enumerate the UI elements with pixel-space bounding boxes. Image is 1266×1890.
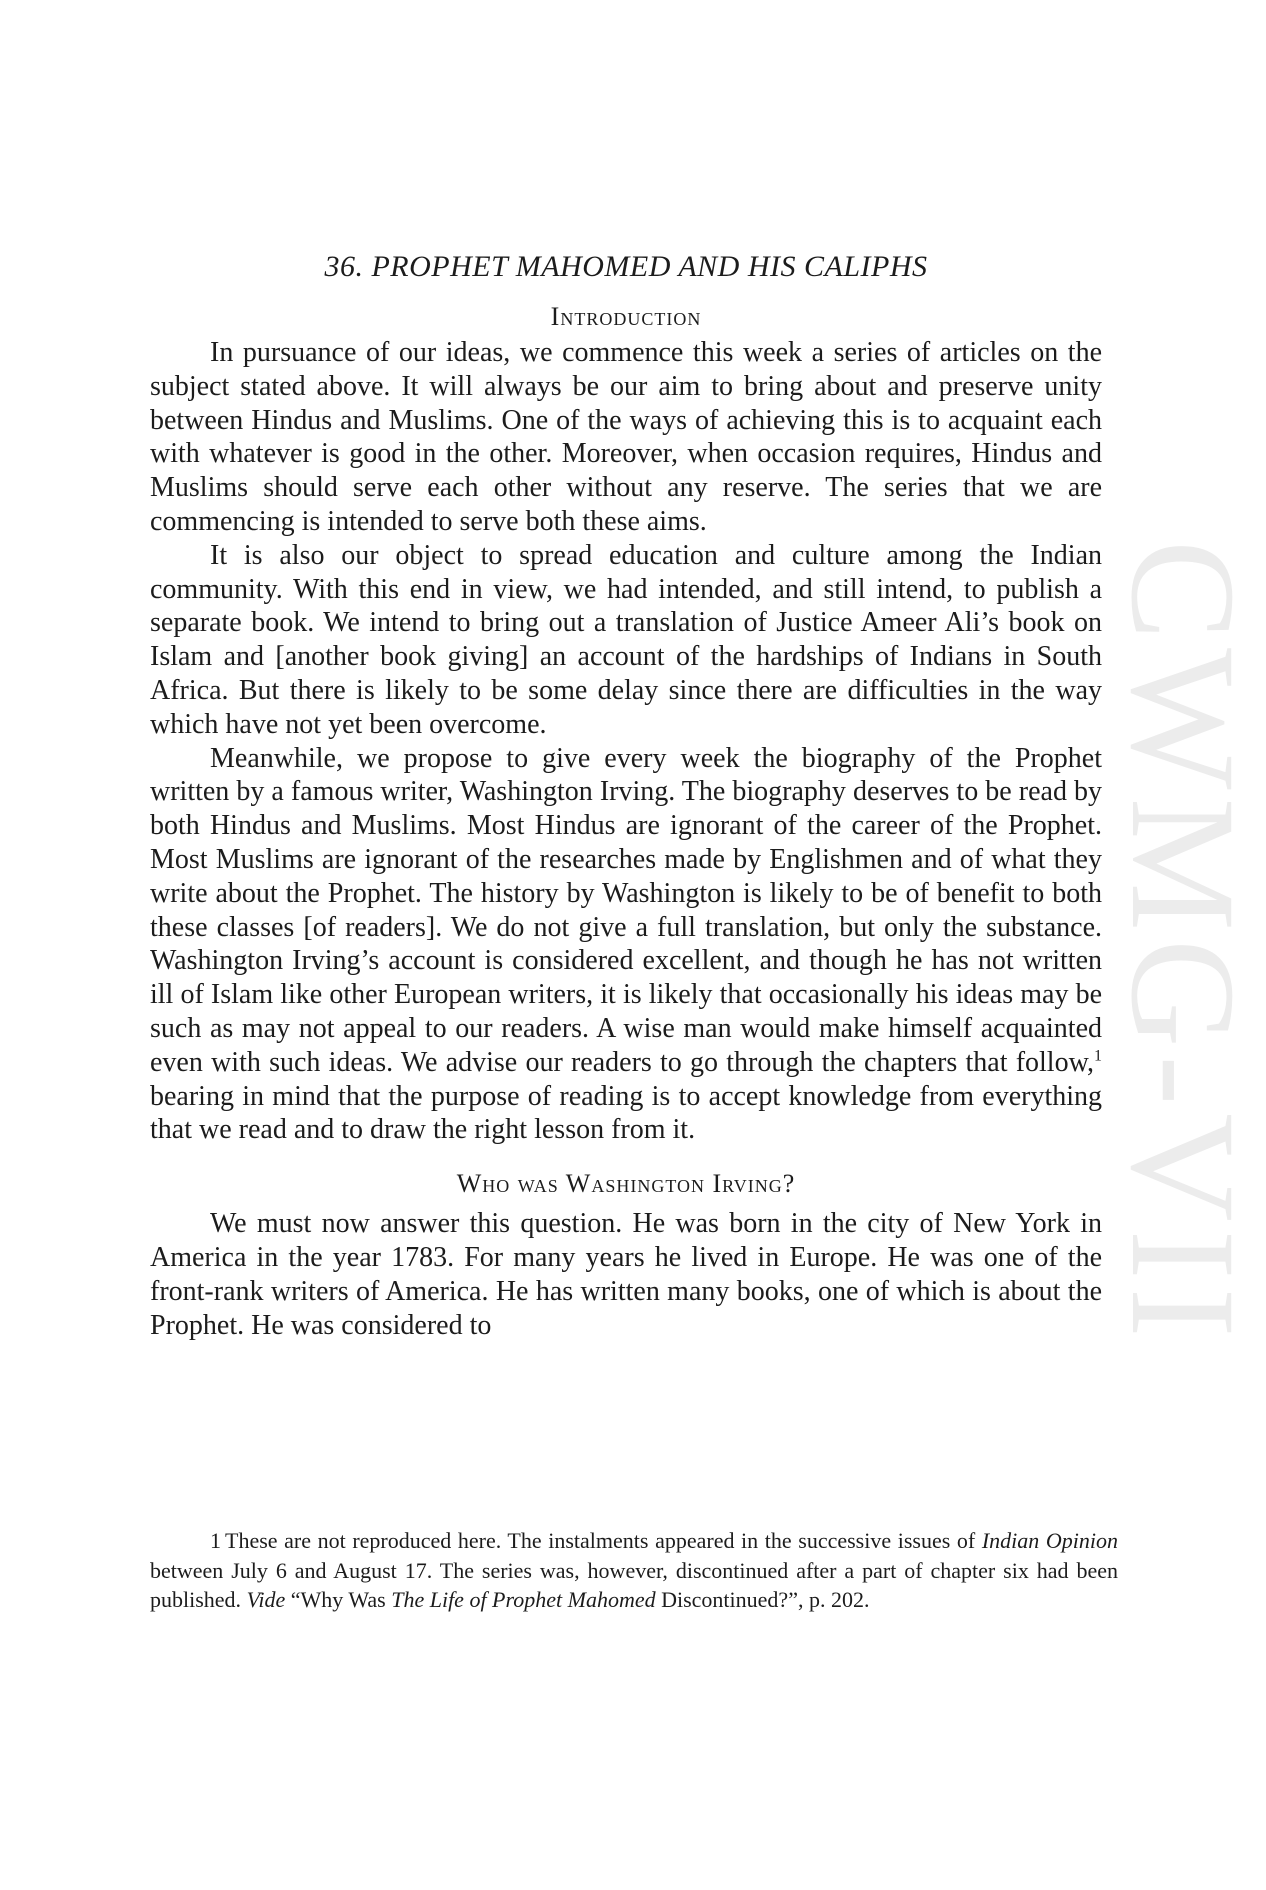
paragraph-1: In pursuance of our ideas, we commence this week a series of articles on the subject stated above. It will always be our aim to bring about and preserve unity between Hindus and Muslims. One of the ways of achieving this is to acquaint each with whatever is good in the other. Moreover, when occasion requires, Hindus and Muslims should serve each other without any reserve. The series that we are commencing is intended to serve both these aims. <box>150 337 1102 537</box>
watermark: CWMG-VII <box>1100 540 1266 1346</box>
footnote-italic-indian-opinion: Indian Opinion <box>981 1528 1119 1553</box>
paragraph-3 <box>150 742 1102 1148</box>
section-heading-washington-irving: Who was Washington Irving? <box>456 1169 796 1199</box>
paragraph-2: It is also our object to spread education and culture among the Indian community. With this end in view, we had intended, and still intend, to publish a separate book. We intend to bring out a translation of Justice Ameer Ali’s book on Islam and [another book giving] an account of the hardships of Indians in South Africa. But there is likely to be some delay since there are difficulties in the way which have not yet been overcome. <box>150 539 1102 740</box>
paragraph-3-text: Meanwhile, we propose to give every week the biography of the Prophet written by a famous writer, Washington Irving. The biography deserves to be read by both Hindus and Muslims. Most Hindus are ignorant of the career of the Prophet. Most Muslims are ignorant of the researches made by Englishmen and of what they write about the Prophet. The history by Washington is likely to be of benefit to both these classes [of readers]. We do not give a full translation, but only the substance. Washington Irving’s account is considered excellent, and though he has not written ill of Islam like other European writers, it is likely that occasionally his ideas may be such as may not appeal to our readers. A wise man would make himself acquainted even with such ideas. We advise our readers to go through the chapters that follow, <box>150 742 1102 1078</box>
chapter-title: 36. PROPHET MAHOMED AND HIS CALIPHS <box>324 250 928 283</box>
footnote <box>150 1526 1118 1615</box>
page-body <box>150 250 1102 1342</box>
footnote-text-a: These are not reproduced here. The instalments appeared in the successive issues of <box>225 1528 982 1553</box>
footnote-text-d: Discontinued?”, p. 202. <box>655 1587 870 1612</box>
footnote-text-c: “Why Was <box>285 1587 392 1612</box>
paragraph-4: We must now answer this question. He was born in the city of New York in America in the year 1783. For many years he lived in Europe. He was one of the front-rank writers of America. He has written many books, one of which is about the Prophet. He was considered to <box>150 1208 1102 1341</box>
footnote-text-b: between July 6 and August 17. The series was, however, discontinued after a part of chapter six had been published. <box>150 1557 1118 1612</box>
footnote-italic-book-title: The Life of Prophet Mahomed <box>391 1587 656 1612</box>
footnote-reference: 1 <box>1094 1047 1102 1065</box>
footnote-mark: 1 <box>210 1528 221 1553</box>
section-heading-introduction: Introduction <box>550 302 702 331</box>
footnote-italic-vide: Vide <box>246 1587 286 1612</box>
paragraph-3-tail: bearing in mind that the purpose of reading is to accept knowledge from everything that we read and to draw the right lesson from it. <box>150 1080 1102 1146</box>
